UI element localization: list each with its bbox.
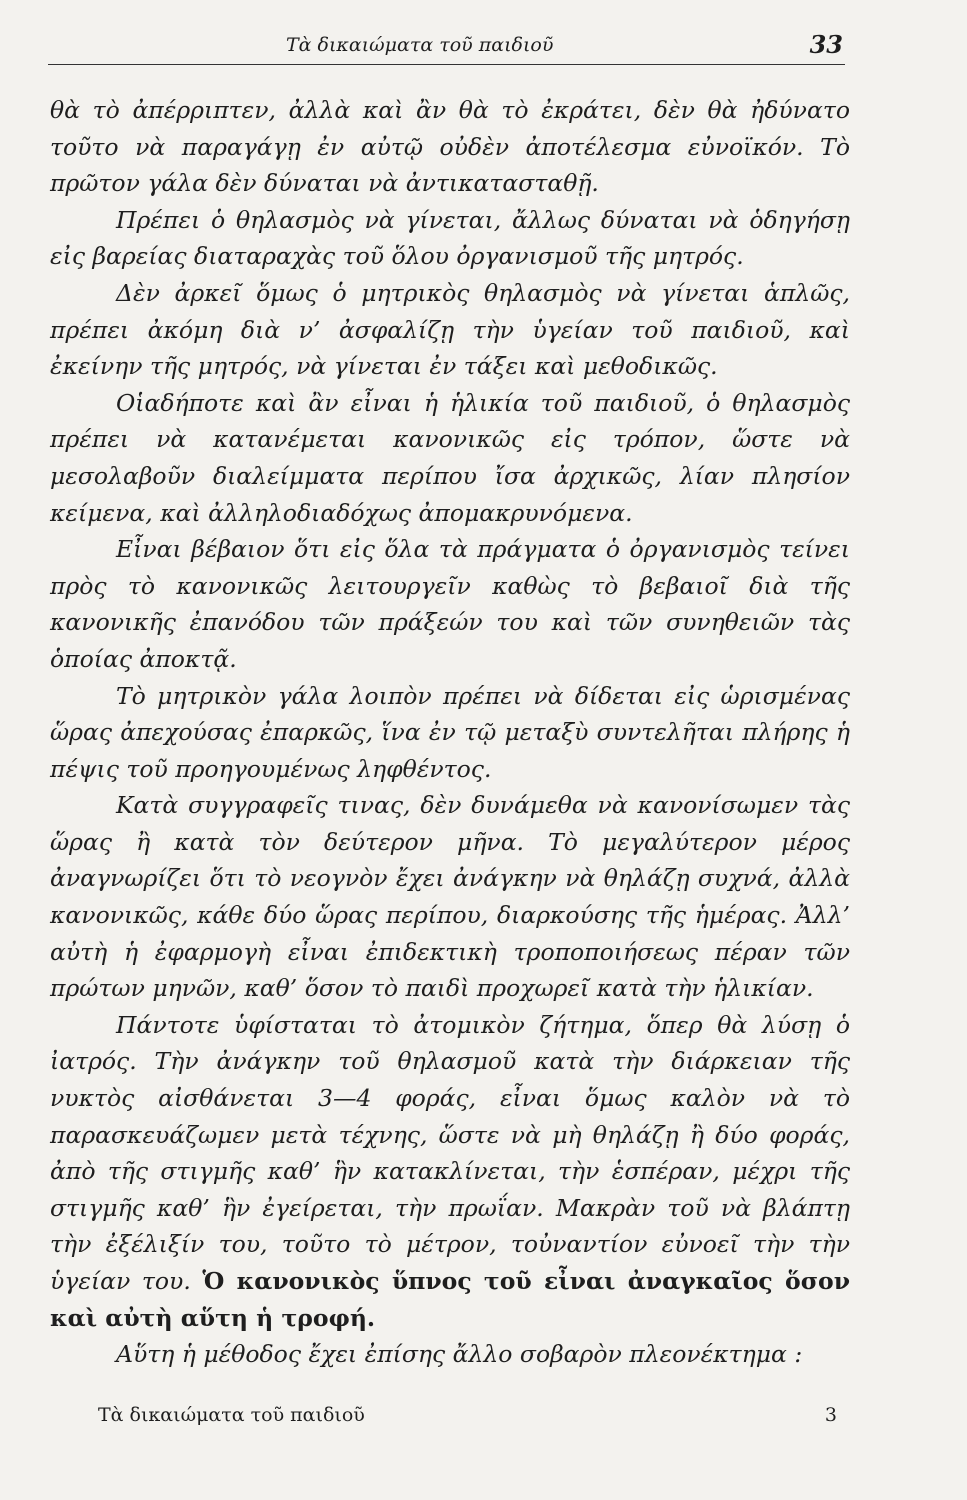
bold-emphasis: Ὁ κανονικὸς ὕπνος τοῦ εἶναι ἀναγκαῖος ὅσον καὶ αὐτὴ αὕτη ἡ τροφή. — [50, 1267, 850, 1332]
paragraph: Πρέπει ὁ θηλασμὸς νὰ γίνεται, ἄλλως δύναται νὰ ὁδηγήσῃ εἰς βαρείας διαταραχὰς τοῦ ὅλου ὀργανισμοῦ τῆς μητρός. — [50, 205, 850, 271]
footer-title: Τὰ δικαιώματα τοῦ παιδιοῦ — [98, 1404, 365, 1426]
paragraph: Αὕτη ἡ μέθοδος ἔχει ἐπίσης ἄλλο σοβαρὸν πλεονέκτημα : — [116, 1340, 803, 1369]
page-number: 33 — [809, 30, 843, 59]
paragraph: Οἱαδήποτε καὶ ἂν εἶναι ἡ ἡλικία τοῦ παιδιοῦ, ὁ θηλασμὸς πρέπει νὰ κατανέμεται κανονικῶς εἰς τρόπον, ὥστε νὰ μεσολαβοῦν διαλείμματα περίπου ἴσα ἀρχικῶς, λίαν πλησίον κείμενα, καὶ ἀλληλοδιαδόχως ἀπομακρυνόμενα. — [50, 388, 850, 527]
footer — [48, 1404, 845, 1434]
paragraph — [50, 1007, 850, 1336]
paragraph: Κατὰ συγγραφεῖς τινας, δὲν δυνάμεθα νὰ κανονίσωμεν τὰς ὥρας ἢ κατὰ τὸν δεύτερον μῆνα. Τὸ μεγαλύτερον μέρος ἀναγνωρίζει ὅτι τὸ νεογνὸν ἔχει ἀνάγκην νὰ θηλάζῃ συχνά, ἀλλὰ κανονικῶς, κάθε δύο ὥρας περίπου, διαρκούσης τῆς ἡμέρας. Ἀλλ’ αὐτὴ ἡ ἐφαρμογὴ εἶναι ἐπιδεκτικὴ τροποποιήσεως πέραν τῶν πρώτων μηνῶν, καθ’ ὅσον τὸ παιδὶ προχωρεῖ κατὰ τὴν ἡλικίαν. — [50, 791, 850, 1003]
paragraph: Δὲν ἀρκεῖ ὅμως ὁ μητρικὸς θηλασμὸς νὰ γίνεται ἁπλῶς, πρέπει ἀκόμη διὰ ν’ ἀσφαλίζῃ τὴν ὑγείαν τοῦ παιδιοῦ, καὶ ἐκείνην τῆς μητρός, νὰ γίνεται ἐν τάξει καὶ μεθοδικῶς. — [50, 278, 850, 381]
paragraph: θὰ τὸ ἀπέρριπτεν, ἀλλὰ καὶ ἂν θὰ τὸ ἐκράτει, δὲν θὰ ἠδύνατο τοῦτο νὰ παραγάγῃ ἐν αὐτῷ οὐδὲν ἀποτέλεσμα εὐνοϊκόν. Τὸ πρῶτον γάλα δὲν δύναται νὰ ἀντικατασταθῇ. — [50, 96, 850, 198]
signature-mark: 3 — [824, 1404, 837, 1426]
paragraph: Εἶναι βέβαιον ὅτι εἰς ὅλα τὰ πράγματα ὁ ὀργανισμὸς τείνει πρὸς τὸ κανονικῶς λειτουργεῖν καθὼς τὸ βεβαιοῖ διὰ τῆς κανονικῆς ἐπανόδου τῶν πράξεών του καὶ τῶν συνηθειῶν τὰς ὁποίας ἀποκτᾷ. — [50, 535, 850, 673]
paragraph-text: Πάντοτε ὑφίσταται τὸ ἀτομικὸν ζήτημα, ὅπερ θὰ λύσῃ ὁ ἰατρός. Τὴν ἀνάγκην τοῦ θηλασμοῦ κατὰ τὴν διάρκειαν τῆς νυκτὸς αἰσθάνεται 3—4 φοράς, εἶναι ὅμως καλὸν νὰ τὸ παρασκευάζωμεν μετὰ τέχνης, ὥστε νὰ μὴ θηλάζῃ ἢ δύο φοράς, ἀπὸ τῆς στιγμῆς καθ’ ἣν κατακλίνεται, τὴν ἑσπέραν, μέχρι τῆς στιγμῆς καθ’ ἣν ἐγείρεται, τὴν πρωΐαν. Μακρὰν τοῦ νὰ βλάπτῃ τὴν ἐξέλιξίν του, τοῦτο τὸ μέτρον, τοὐναντίον εὐνοεῖ τὴν τὴν ὑγείαν του. — [50, 1010, 850, 1295]
running-head-title: Τὰ δικαιώματα τοῦ παιδιοῦ — [286, 34, 554, 56]
body-text — [50, 92, 850, 1373]
paragraph: Τὸ μητρικὸν γάλα λοιπὸν πρέπει νὰ δίδεται εἰς ὡρισμένας ὥρας ἀπεχούσας ἐπαρκῶς, ἵνα ἐν τῷ μεταξὺ συντελῆται πλήρης ἡ πέψις τοῦ προηγουμένως ληφθέντος. — [50, 681, 850, 783]
running-head — [48, 30, 845, 65]
